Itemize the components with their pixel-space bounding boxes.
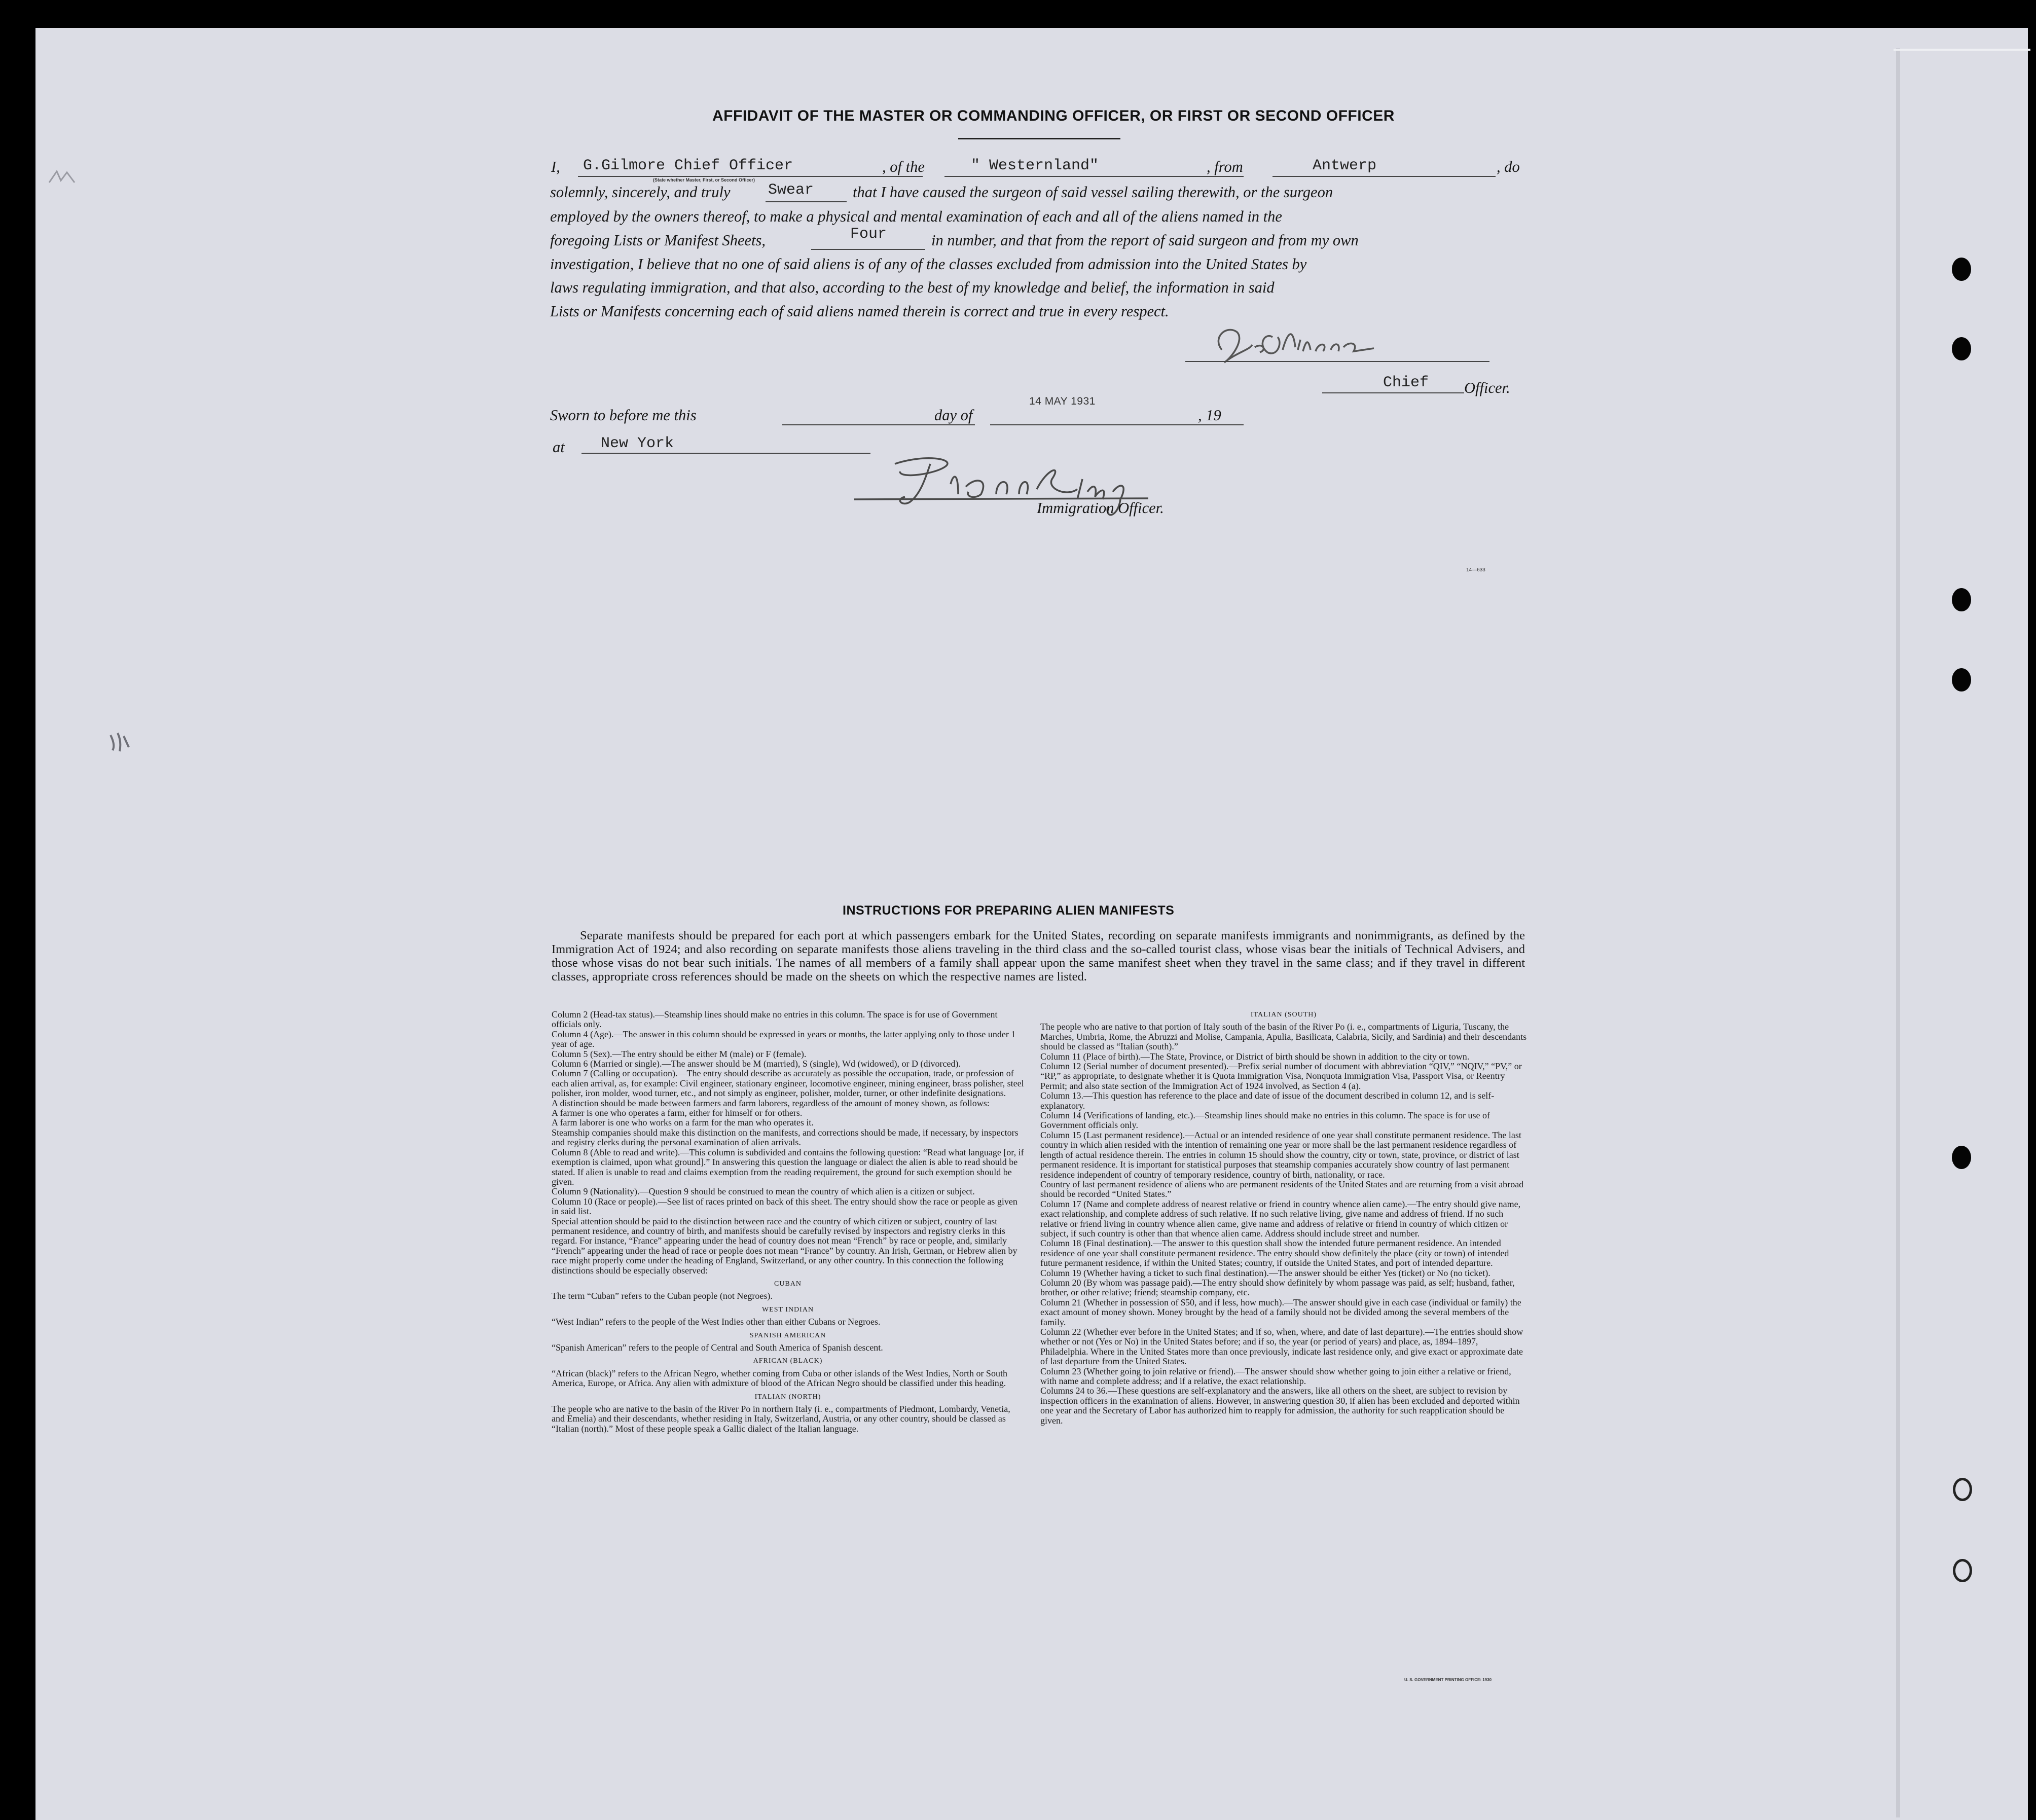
sheet-count: Four xyxy=(850,226,887,243)
month-underline xyxy=(990,424,1244,425)
stain-mark xyxy=(106,730,132,753)
punch-hole xyxy=(1953,1478,1972,1501)
paragraph: Column 6 (Married or single).—The answer should be M (married), S (single), Wd (widowed), or D (divorced). xyxy=(552,1059,961,1069)
instructions-left-column xyxy=(552,1010,1024,1434)
port-name: Antwerp xyxy=(1313,157,1377,174)
paragraph: A farmer is one who operates a farm, either for himself or for others. xyxy=(552,1108,803,1118)
word-officer: Officer. xyxy=(1464,379,1510,396)
affidavit-line-3: employed by the owners thereof, to make a physical and mental examination of each and all of the aliens named in the xyxy=(550,208,1282,225)
paragraph: Column 15 (Last permanent residence).—Actual or an intended residence of one year shall constitute permanent residence. The last country in which alien resided with the intention of remaining one year or more shall be the last permanent residence regardless of length of actual residence therein. The entries in column 15 should show the country, city or town, state, province, or district of last permanent residence. It is important for statistical purposes that steamship companies accurately show country of last permanent residence independent of country of temporary residence, country of birth, nationality, or race. xyxy=(1040,1130,1521,1180)
paragraph: Column 18 (Final destination).—The answer to this question shall show the intended future permanent residence. An intended residence of one year shall constitute permanent residence. The entry should show definitely the place (city or town) of intended future permanent residence, if within the United States; country, if outside the United States, and port of intended departure. xyxy=(1040,1238,1509,1268)
affidavit-line-5: investigation, I believe that no one of said aliens is of any of the classes excluded from admission into the United States by xyxy=(550,256,1307,273)
section-heading: CUBAN xyxy=(774,1280,802,1288)
oath-type: Swear xyxy=(768,181,814,199)
word-19: , 19 xyxy=(1198,407,1221,424)
officer-underline xyxy=(578,176,923,177)
day-underline xyxy=(782,424,975,425)
vessel-name: " Westernland" xyxy=(971,157,1099,174)
punch-hole xyxy=(1952,588,1971,611)
title-rule xyxy=(958,138,1120,139)
punch-hole xyxy=(1953,1559,1972,1582)
punch-hole xyxy=(1952,1146,1971,1169)
affidavit-line-6: laws regulating immigration, and that also, according to the best of my knowledge and belief, the information in said xyxy=(550,279,1275,296)
port-underline xyxy=(1272,176,1496,177)
paragraph: Column 4 (Age).—The answer in this column should be expressed in years or months, the latter applying only to those under 1 year of age. xyxy=(552,1029,1016,1049)
stain-mark xyxy=(47,167,77,188)
place-underline xyxy=(581,453,870,454)
paragraph: Column 21 (Whether in possession of $50, and if less, how much).—The answer should give in each case (individual or family) the exact amount of money shown. Money brought by the head of a family should not be divided among the several members of the family. xyxy=(1040,1297,1521,1327)
officer-name: G.Gilmore Chief Officer xyxy=(583,157,793,174)
paragraph: The people who are native to the basin of the River Po in northern Italy (i. e., compartments of Piedmont, Lombardy, Venetia, and Emelia) and their descendants, whether residing in Italy, Switzerland, Austria, or any other country, should be classed as “Italian (north).” Most of these people speak a Gallic dialect of the Italian language. xyxy=(552,1404,1010,1434)
form-number: 14—633 xyxy=(1466,567,1485,573)
paragraph: “Spanish American” refers to the people of Central and South America of Spanish descent. xyxy=(552,1342,883,1353)
vessel-underline xyxy=(944,176,1244,177)
word-solemnly: solemnly, sincerely, and truly xyxy=(550,184,731,201)
paragraph: Column 19 (Whether having a ticket to such final destination).—The answer should be either Yes (ticket) or No (no ticket). xyxy=(1040,1267,1490,1278)
paragraph: The people who are native to that portion of Italy south of the basin of the River Po (i. e., compartments of Liguria, Tuscany, the Marches, Umbria, Rome, the Abruzzi and Molise, Campania, Apulia, Basilicata, Calabria, Sicily, and Sardinia) and their descendants should be classed as “Italian (south).” xyxy=(1040,1022,1527,1052)
affidavit-line-7: Lists or Manifests concerning each of said aliens named therein is correct and true in every respect. xyxy=(550,303,1169,320)
paragraph: Column 9 (Nationality).—Question 9 should be construed to mean the country of which alien is a citizen or subject. xyxy=(552,1186,975,1197)
rank-underline xyxy=(1322,392,1464,393)
place-name: New York xyxy=(601,435,674,452)
oath-underline xyxy=(766,201,847,202)
paragraph: Steamship companies should make this distinction on the manifests, and corrections should be made, if necessary, by inspectors and registry clerks during the personal examination of alien arrivals. xyxy=(552,1127,1019,1148)
paragraph: Column 5 (Sex).—The entry should be either M (male) or F (female). xyxy=(552,1048,807,1059)
page-edge-top xyxy=(1894,49,2030,51)
section-heading: ITALIAN (NORTH) xyxy=(754,1393,821,1401)
word-at: at xyxy=(553,439,565,456)
paragraph: The term “Cuban” refers to the Cuban people (not Negroes). xyxy=(552,1291,773,1301)
punch-hole xyxy=(1952,258,1971,281)
count-underline xyxy=(811,249,925,250)
date-stamp: 14 MAY 1931 xyxy=(1029,395,1096,407)
paragraph: Column 20 (By whom was passage paid).—The entry should show definitely by whom passage was paid, as self; husband, father, brother, or other relative; friend; steamship company, etc. xyxy=(1040,1277,1515,1298)
word-in-number: in number, and that from the report of said surgeon and from my own xyxy=(931,232,1359,249)
punch-hole xyxy=(1952,668,1971,691)
section-heading: ITALIAN (SOUTH) xyxy=(1250,1011,1317,1018)
word-do: , do xyxy=(1497,158,1520,175)
signature-underline xyxy=(1185,361,1489,362)
instructions-intro: Separate manifests should be prepared for each port at which passengers embark for the United States, recording on separate manifests immigrants and nonimmigrants, as defined by the Immigration Act of 1924; and also recording on separate manifests those aliens traveling in the third class and the so-called tourist class, whose visas bear the initials of Technical Advisers, and those whose visas do not bear such initials. The names of all members of a family shall appear upon the same manifest sheet when they travel in the same class; and if they travel in different classes, appropriate cross references should be made on the sheets on which the respective names are listed. xyxy=(552,929,1525,984)
paragraph: A distinction should be made between farmers and farm laborers, regardless of the amount of money shown, as follows: xyxy=(552,1098,990,1108)
officer-rank: Chief xyxy=(1383,374,1429,391)
affidavit-title: AFFIDAVIT OF THE MASTER OR COMMANDING OFFICER, OR FIRST OR SECOND OFFICER xyxy=(712,107,1395,124)
word-foregoing: foregoing Lists or Manifest Sheets, xyxy=(550,232,766,249)
instructions-title: INSTRUCTIONS FOR PREPARING ALIEN MANIFESTS xyxy=(843,903,1175,918)
paragraph: Column 10 (Race or people).—See list of races printed on back of this sheet. The entry should show the race or people as given in said list. xyxy=(552,1196,1017,1217)
paragraph: Column 22 (Whether ever before in the United States; and if so, when, where, and date of last departure).—The entries should show whether or not (Yes or No) in the United States before; and if so, the year (or period of years) and place, as, 1894–1897, Philadelphia. Where in the United States more than once previously, indicate last residence only, and give exact or approximate date of last departure from the United States. xyxy=(1040,1327,1523,1367)
punch-hole xyxy=(1952,337,1971,360)
paragraph: Column 23 (Whether going to join relative or friend).—The answer should show whether going to join either a relative or friend, with name and complete address; and if a relative, the exact relationship. xyxy=(1040,1366,1511,1387)
paragraph: Column 13.—This question has reference to the place and date of issue of the document described in column 12, and is self-explanatory. xyxy=(1040,1090,1495,1111)
word-i: I, xyxy=(551,158,560,175)
paragraph: Columns 24 to 36.—These questions are self-explanatory and the answers, like all others on the sheet, are subject to revision by inspection officers in the examination of aliens. However, in answering question 30, if alien has been excluded and deported within one year and the Secretary of Labor has authorized him to reapply for admission, the authority for such reapplication should be given. xyxy=(1040,1386,1520,1426)
paragraph: Column 14 (Verifications of landing, etc.).—Steamship lines should make no entries in this column. The space is for use of Government officials only. xyxy=(1040,1110,1490,1131)
paragraph: Special attention should be paid to the distinction between race and the country of which citizen or subject, country of last permanent residence, and country of birth, and manifests should be carefully revised by inspectors and registry clerks in this regard. For instance, “France” appearing under the head of country does not mean “French” by race or people, and, similarly “French” appearing under the head of race or people does not mean “France” by country. An Irish, German, or Hebrew alien by race might properly come under the heading of England, Switzerland, or any other country. In this connection the following distinctions should be especially observed: xyxy=(552,1216,1017,1276)
section-heading: WEST INDIAN xyxy=(761,1305,814,1314)
paragraph: “African (black)” refers to the African Negro, whether coming from Cuba or other islands of the West Indies, North or South America, Europe, or Africa. Any alien with admixture of blood of the African Negro should be classified under this heading. xyxy=(552,1368,1007,1389)
section-heading: SPANISH AMERICAN xyxy=(749,1331,826,1339)
word-from: , from xyxy=(1207,158,1243,175)
word-day-of: day of xyxy=(934,407,973,424)
paragraph: Column 17 (Name and complete address of nearest relative or friend in country whence alien came).—The entry should give name, exact relationship, and complete address of such relative. If no such relative living, give name and address of friend. If no such relative or friend living in country whence alien came, give name and address of relative or friend in country of which citizen or subject, if such country is other than that whence alien came. Address should include street and number. xyxy=(1040,1198,1521,1239)
paragraph: “West Indian” refers to the people of the West Indies other than either Cubans or Negroes. xyxy=(552,1317,881,1327)
instructions-right-column xyxy=(1040,1010,1527,1426)
printing-office-note: U. S. GOVERNMENT PRINTING OFFICE: 1930 xyxy=(1404,1678,1492,1682)
word-immigration-officer: Immigration Officer. xyxy=(1037,499,1164,517)
state-note: (State whether Master, First, or Second Officer) xyxy=(653,177,755,183)
paragraph: A farm laborer is one who works on a farm for the man who operates it. xyxy=(552,1117,814,1128)
paragraph: Column 7 (Calling or occupation).—The entry should describe as accurately as possible the occupation, trade, or profession of each alien arrival, as, for example: Civil engineer, stationary engineer, locomotive engineer, mining engineer, brass polisher, steel polisher, iron molder, wood turner, etc., and not simply as engineer, polisher, molder, turner, or other indefinite designations. xyxy=(552,1068,1024,1099)
manifest-page xyxy=(35,28,2028,1820)
immigration-officer-signature xyxy=(844,449,1169,530)
paragraph: Country of last permanent residence of aliens who are permanent residents of the United States and are returning from a visit abroad should be recorded “United States.” xyxy=(1040,1179,1524,1199)
word-sworn: Sworn to before me this xyxy=(550,407,697,424)
word-of-the: , of the xyxy=(882,158,925,175)
paragraph: Column 12 (Serial number of document presented).—Prefix serial number of document with abbreviation “QIV,” “NQIV,” “PV,” or “RP,” as appropriate, to designate whether it is Quota Immigration Visa, Nonquota Immigration Visa, Passport Visa, or Reentry Permit; and also state section of the Immigration Act of 1924 involved, as Section 4 (a). xyxy=(1040,1061,1522,1091)
paragraph: Column 2 (Head-tax status).—Steamship lines should make no entries in this column. The space is for use of Government officials only. xyxy=(552,1009,998,1030)
section-heading: AFRICAN (BLACK) xyxy=(753,1357,823,1365)
paragraph: Column 8 (Able to read and write).—This column is subdivided and contains the following question: “Read what language [or, if exemption is claimed, upon what ground].” In answering this question the language or dialect the alien is able to read should be stated. If alien is unable to read and claims exemption from the reading requirement, the ground for such exemption should be given. xyxy=(552,1147,1024,1187)
page-edge xyxy=(1896,48,1900,1817)
paragraph: Column 11 (Place of birth).—The State, Province, or District of birth should be shown in addition to the city or town. xyxy=(1040,1051,1470,1062)
word-that: that I have caused the surgeon of said vessel sailing therewith, or the surgeon xyxy=(853,184,1333,201)
